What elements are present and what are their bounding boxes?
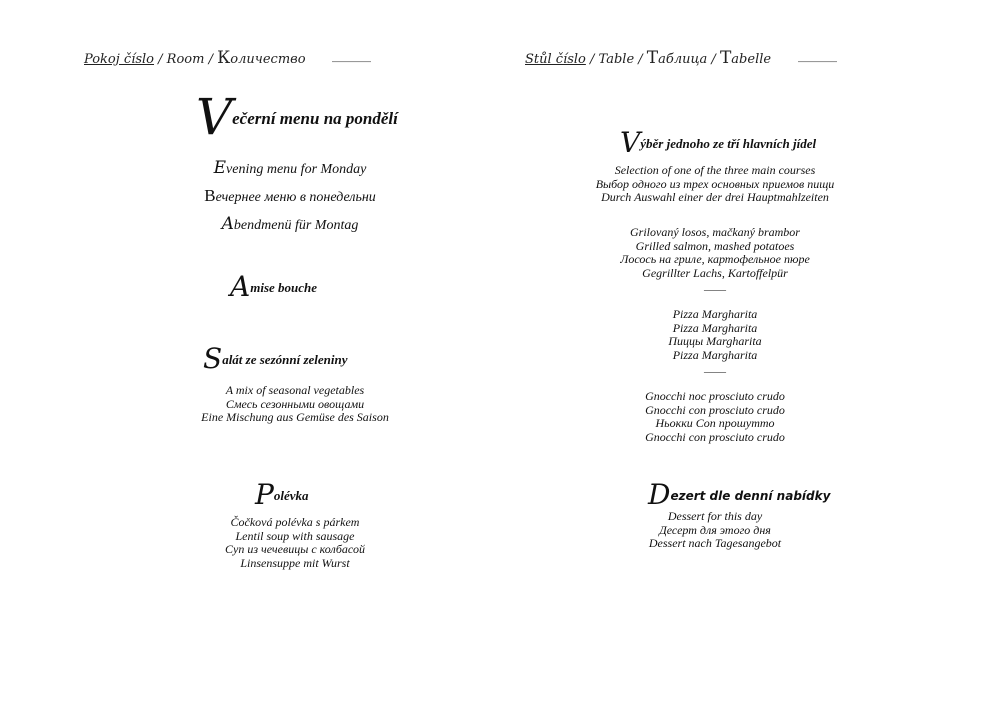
table-label-de: abelle	[731, 52, 772, 67]
soup-line-de: Linsensuppe mit Wurst	[240, 555, 350, 570]
dish3-line-en: Gnocchi con prosciuto crudo	[645, 402, 785, 417]
subtitle-en: Evening menu for Monday	[213, 158, 367, 178]
salad-line-ru: Смесь сезонными овощами	[225, 396, 365, 411]
dessert-heading: Dezert dle denní nabídky	[648, 478, 831, 511]
dish1-line-cz: Grilovaný losos, mačkaný brambor	[630, 225, 800, 239]
main-courses-heading: Výběr jednoho ze tří hlavních jídel	[620, 126, 817, 159]
menu-title: Večerní menu na pondělí	[196, 88, 398, 146]
soup-line-ru: Суп из чечевицы с колбасой	[225, 542, 365, 556]
main-dish-gnocchi	[560, 390, 870, 444]
salad-description	[150, 384, 440, 425]
dish2-line-de: Pizza Margharita	[672, 347, 758, 362]
room-label-ru: оличество	[230, 52, 306, 67]
dish3-line-cz: Gnocchi noc prosciuto crudo	[645, 389, 785, 403]
salad-line-en: A mix of seasonal vegetables	[225, 383, 365, 397]
dessert-line-en: Dessert for this day	[667, 509, 763, 523]
main-courses-description	[560, 164, 870, 205]
room-number-blank: ______	[332, 48, 371, 63]
table-label-cz: Stůl číslo	[525, 52, 586, 67]
dish-divider: ____	[704, 362, 726, 374]
soup-line-en: Lentil soup with sausage	[235, 528, 355, 543]
mains-line-de: Durch Auswahl einer der drei Hauptmahlzeiten	[601, 190, 829, 204]
main-dish-pizza	[560, 308, 870, 374]
dish1-line-de: Gegrillter Lachs, Kartoffelpür	[642, 265, 788, 280]
table-number-blank: ______	[798, 48, 837, 63]
subtitle-ru: Вечернее меню в понедельни	[204, 186, 376, 205]
table-label-ru: аблица	[658, 52, 708, 67]
dish2-line-ru: Пиццы Margharita	[668, 334, 762, 348]
salad-heading: Salát ze sezónní zeleniny	[203, 342, 348, 375]
table-label-en: Table	[598, 52, 635, 67]
soup-description	[150, 516, 440, 570]
dish2-line-cz: Pizza Margharita	[672, 307, 758, 321]
dish2-line-en: Pizza Margharita	[672, 320, 758, 335]
dessert-description	[560, 510, 870, 551]
soup-line-cz: Čočková polévka s párkem	[230, 515, 360, 529]
dish1-line-en: Grilled salmon, mashed potatoes	[635, 238, 795, 253]
dish-divider: ____	[704, 280, 726, 292]
dessert-line-de: Dessert nach Tagesangebot	[648, 536, 782, 550]
room-number-field-label: Pokoj číslo / Room / Количество	[84, 48, 306, 68]
dish3-line-de: Gnocchi con prosciuto crudo	[645, 429, 785, 444]
room-label-en: Room	[166, 52, 205, 67]
menu-subtitles	[180, 155, 400, 239]
subtitle-de: Abendmenü für Montag	[221, 214, 359, 234]
room-label-cz: Pokoj číslo	[84, 52, 155, 67]
main-dish-salmon	[560, 226, 870, 292]
mains-line-ru: Выбор одного из трех основных приемов пищи	[595, 176, 835, 191]
dish1-line-ru: Лосось на гриле, картофельное пюре	[620, 252, 810, 266]
salad-line-de: Eine Mischung aus Gemüse des Saison	[201, 410, 389, 424]
amuse-bouche-heading: Amise bouche	[230, 270, 318, 303]
dish3-line-ru: Ньокки Con прошутто	[655, 416, 775, 430]
table-number-field-label: Stůl číslo / Table / Таблица / Tabelle	[525, 48, 772, 68]
mains-line-en: Selection of one of the three main courses	[614, 163, 816, 177]
soup-heading: Polévka	[255, 478, 309, 511]
dessert-line-ru: Десерт для этого дня	[659, 522, 771, 537]
